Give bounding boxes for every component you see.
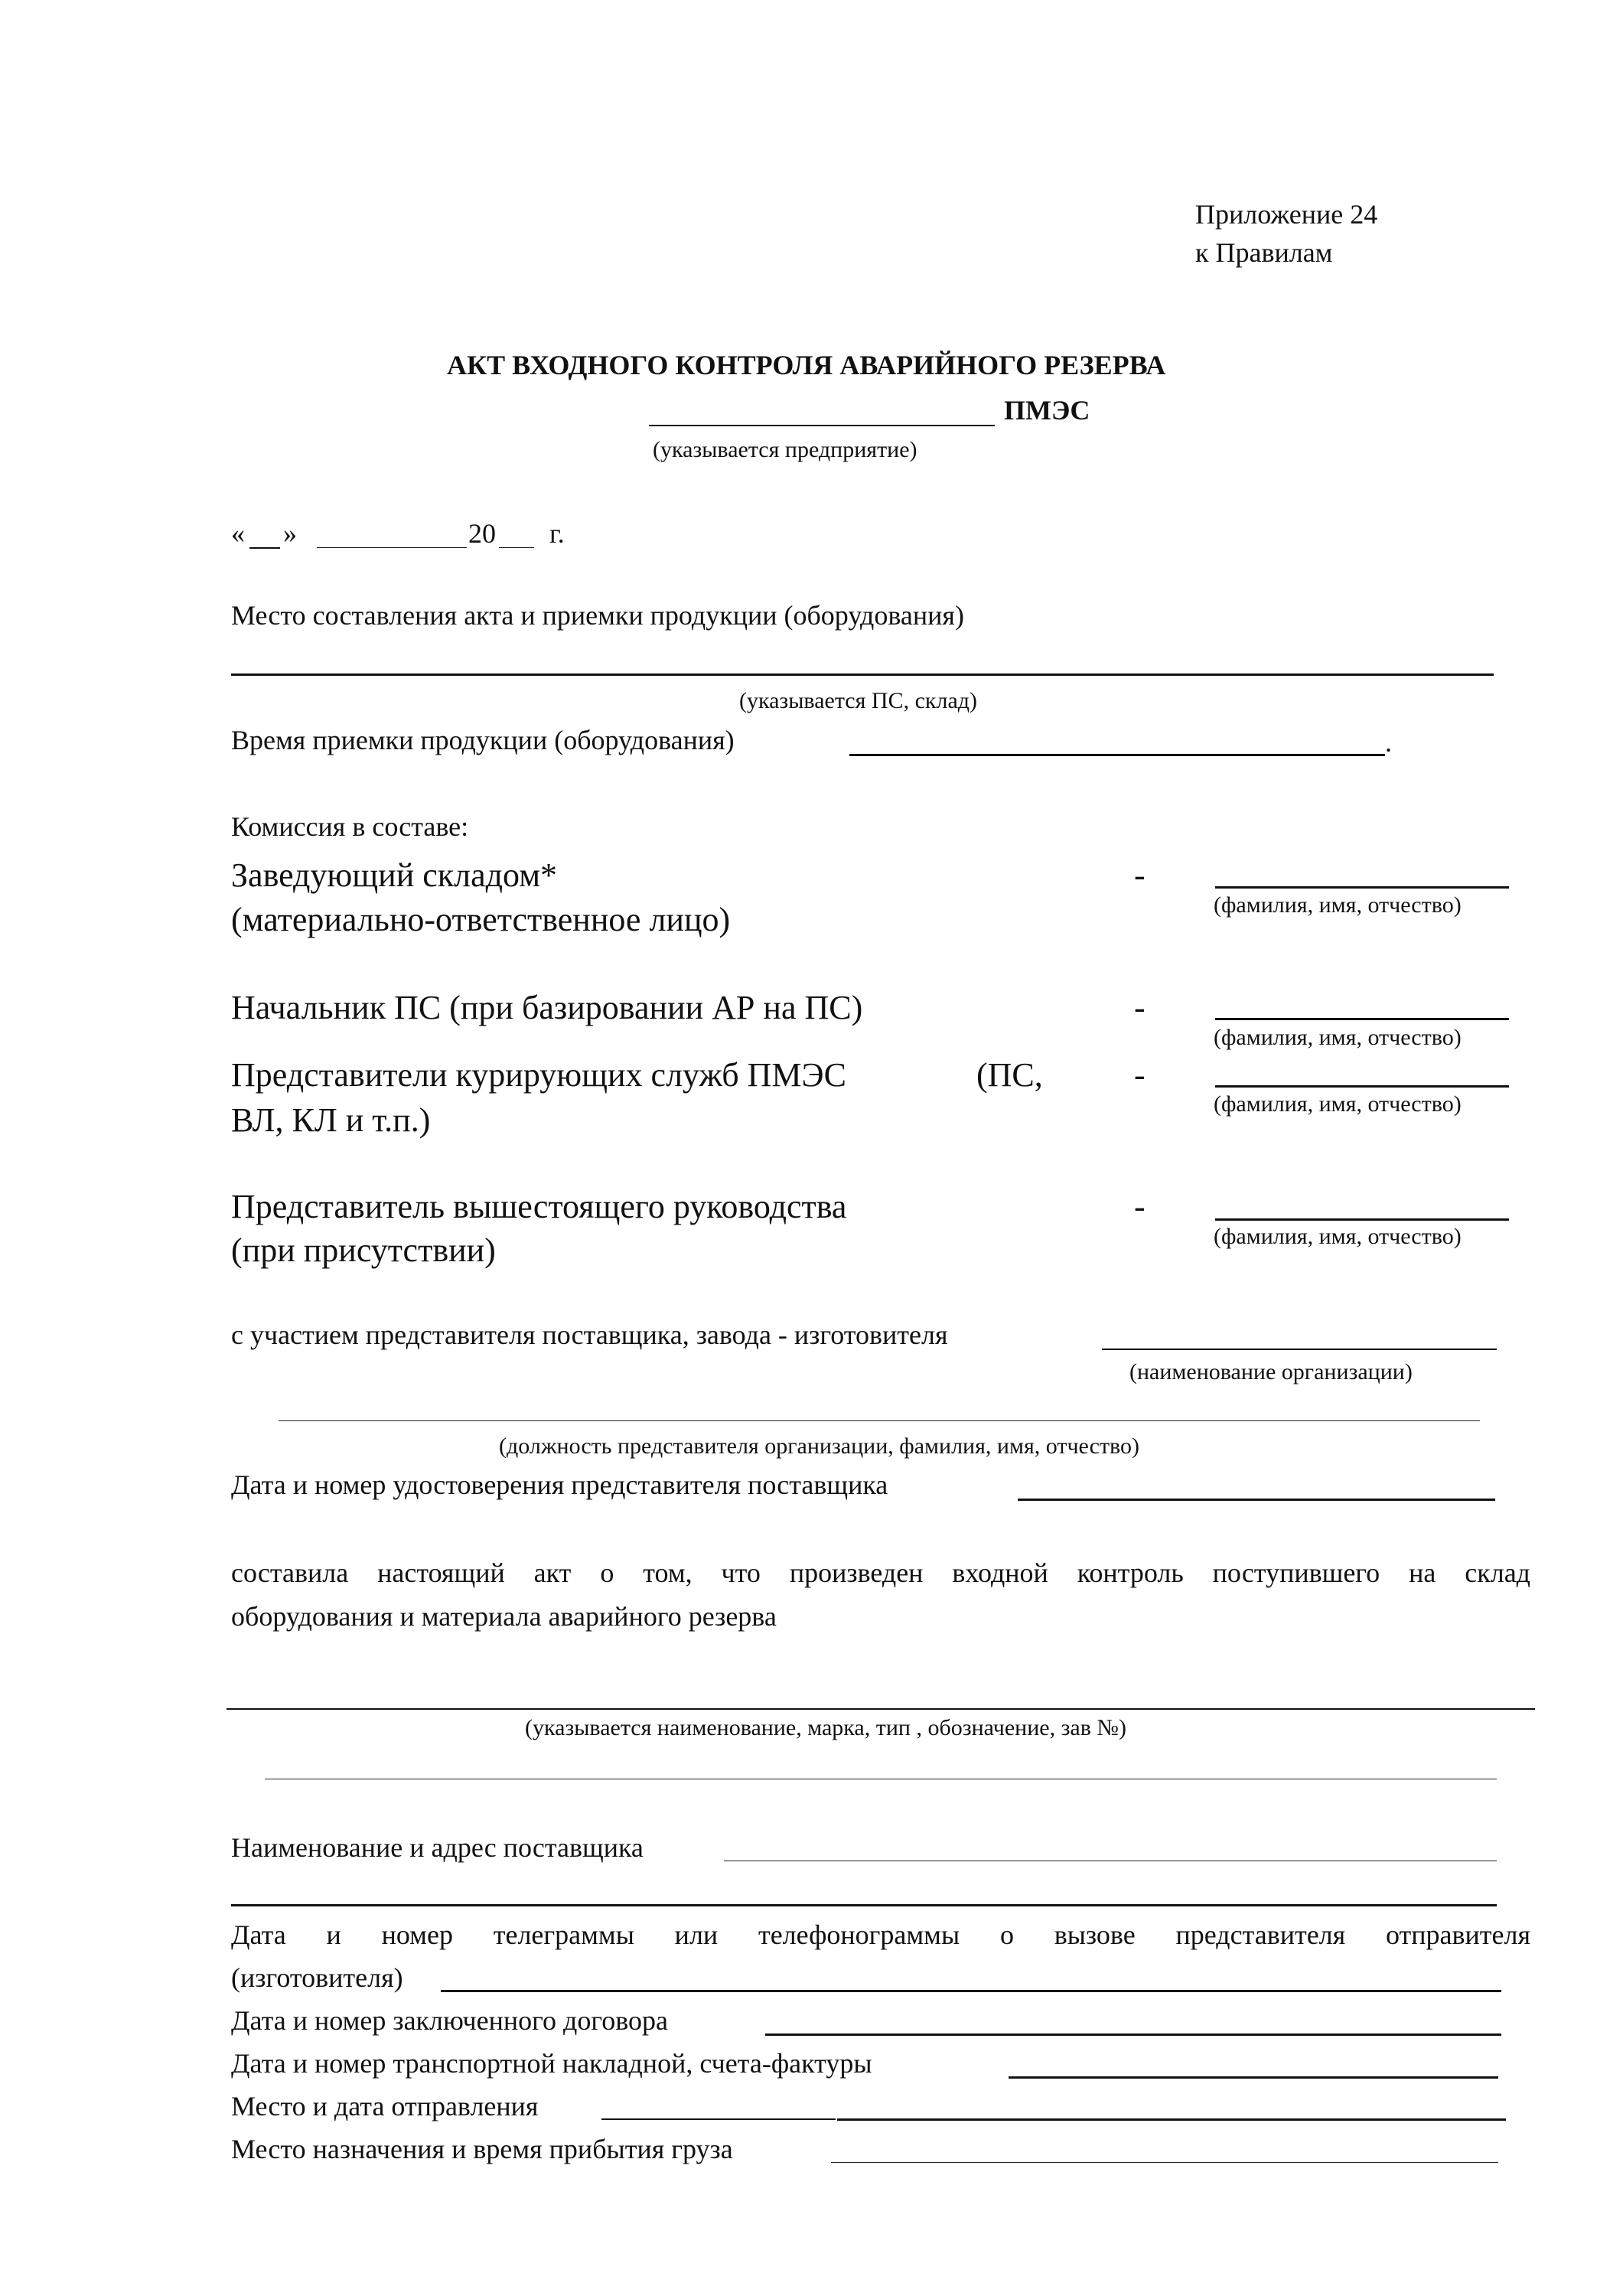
member-management-line1: Представитель вышестоящего руководства <box>231 1188 847 1225</box>
member-3-fio-hint: (фамилия, имя, отчество) <box>1214 1091 1462 1117</box>
dispatch-blank-b[interactable] <box>837 2118 1506 2121</box>
member-2-fio-blank[interactable] <box>1215 1018 1509 1020</box>
member-3-dash: - <box>1134 1056 1146 1094</box>
statement-line-2: оборудования и материала аварийного резерва <box>231 1601 777 1632</box>
member-services-line2: ВЛ, КЛ и т.п.) <box>231 1101 431 1139</box>
date-open-quote: « <box>231 518 245 549</box>
member-3-fio-blank[interactable] <box>1215 1085 1509 1088</box>
member-services-line1b: (ПС, <box>976 1056 1043 1094</box>
supplier-person-hint: (должность представителя организации, фамилия, имя, отчество) <box>499 1433 1139 1459</box>
date-year-prefix: 20 <box>468 518 496 549</box>
member-substation-head-line1: Начальник ПС (при базировании АР на ПС) <box>231 989 863 1026</box>
place-label: Место составления акта и приемки продукции (оборудования) <box>231 600 964 631</box>
member-services-line1: Представители курирующих служб ПМЭС <box>231 1056 846 1094</box>
enterprise-blank-line[interactable] <box>649 425 995 426</box>
member-1-fio-hint: (фамилия, имя, отчество) <box>1214 892 1462 918</box>
equipment-blank-line[interactable] <box>227 1708 1535 1710</box>
member-management-line2: (при присутствии) <box>231 1231 496 1269</box>
reception-time-label: Время приемки продукции (оборудования) <box>231 725 735 755</box>
supplier-person-blank[interactable] <box>279 1420 1480 1421</box>
dispatch-label: Место и дата отправления <box>231 2091 539 2122</box>
date-year-blank[interactable] <box>499 547 534 548</box>
place-hint: (указывается ПС, склад) <box>739 688 978 713</box>
telegram-blank[interactable] <box>441 1990 1501 1992</box>
statement-line-1: составила настоящий акт о том, что произведен входной контроль поступившего на склад <box>231 1557 1530 1588</box>
member-4-fio-blank[interactable] <box>1215 1218 1509 1221</box>
appendix-line-1: Приложение 24 <box>1195 199 1378 230</box>
telegram-label-line-1: Дата и номер телеграммы или телефонограммы о вызове представителя отправителя <box>231 1919 1530 1950</box>
appendix-line-2: к Правилам <box>1195 237 1333 268</box>
member-4-dash: - <box>1134 1188 1146 1225</box>
reception-time-blank[interactable] <box>849 754 1385 756</box>
date-month-blank[interactable] <box>317 547 467 548</box>
supplier-rep-label: с участием представителя поставщика, завода - изготовителя <box>231 1319 948 1350</box>
member-1-dash: - <box>1134 856 1146 894</box>
member-warehouse-head-line1: Заведующий складом* <box>231 856 558 894</box>
member-warehouse-head-line2: (материально-ответственное лицо) <box>231 901 731 938</box>
document-subtitle: ПМЭС <box>1004 395 1090 426</box>
supplier-address-blank[interactable] <box>231 1904 1497 1906</box>
supplier-org-hint: (наименование организации) <box>1129 1359 1413 1384</box>
waybill-label: Дата и номер транспортной накладной, счета-фактуры <box>231 2048 872 2079</box>
member-2-dash: - <box>1134 989 1146 1026</box>
telegram-label-line-2: (изготовителя) <box>231 1962 403 1993</box>
dispatch-blank-a[interactable] <box>601 2118 836 2120</box>
destination-label: Место назначения и время прибытия груза <box>231 2134 733 2164</box>
certificate-blank[interactable] <box>1018 1499 1495 1501</box>
place-blank-line[interactable] <box>231 673 1494 676</box>
member-2-fio-hint: (фамилия, имя, отчество) <box>1214 1025 1462 1050</box>
date-year-suffix: г. <box>549 518 565 549</box>
member-4-fio-hint: (фамилия, имя, отчество) <box>1214 1224 1462 1249</box>
contract-blank[interactable] <box>765 2033 1501 2036</box>
date-close-quote: » <box>283 518 297 549</box>
supplier-name-label: Наименование и адрес поставщика <box>231 1832 644 1863</box>
destination-blank[interactable] <box>831 2162 1498 2163</box>
equipment-hint: (указывается наименование, марка, тип , обозначение, зав №) <box>525 1715 1127 1740</box>
certificate-label: Дата и номер удостоверения представителя поставщика <box>231 1469 888 1500</box>
commission-heading: Комиссия в составе: <box>231 811 469 842</box>
document-title: АКТ ВХОДНОГО КОНТРОЛЯ АВАРИЙНОГО РЕЗЕРВА <box>447 350 1166 380</box>
enterprise-hint: (указывается предприятие) <box>653 437 917 462</box>
reception-time-end: . <box>1385 727 1392 758</box>
waybill-blank[interactable] <box>1009 2076 1498 2079</box>
date-day-blank[interactable] <box>249 547 280 549</box>
supplier-org-blank[interactable] <box>1102 1349 1497 1350</box>
contract-label: Дата и номер заключенного договора <box>231 2005 668 2036</box>
member-1-fio-blank[interactable] <box>1215 886 1509 889</box>
